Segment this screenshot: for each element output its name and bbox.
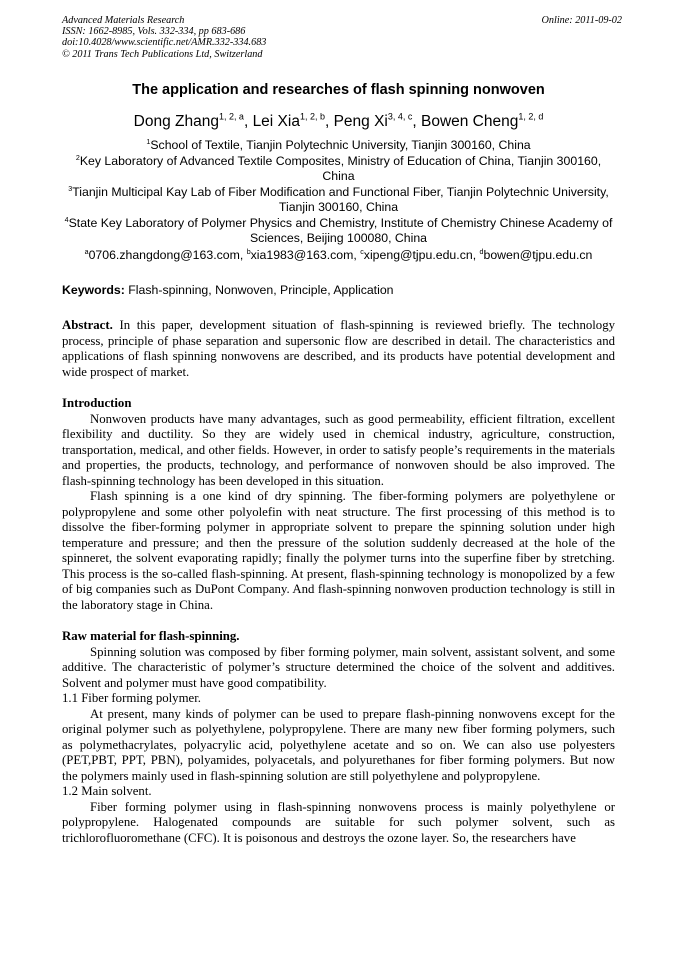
subsection-heading: 1.2 Main solvent. bbox=[62, 784, 152, 798]
affiliation: $^4$State Key Laboratory of Polymer Physics and Chemistry, Institute of Chemistry Chinese Academy of Sciences, Beijing 100080, China bbox=[64, 215, 613, 245]
subsection-heading: 1.1 Fiber forming polymer. bbox=[62, 691, 201, 705]
author: Dong Zhang$^{1, 2, a}$, bbox=[133, 111, 253, 130]
paragraph: Spinning solution was composed by fiber forming polymer, main solvent, assistant solvent, and some additive. The characteristic of polymer’s structure determined the choice of the solvent and additives. Solvent and polymer must have good compatibility. bbox=[62, 644, 615, 690]
paper-title: The application and researches of flash spinning nonwoven bbox=[132, 82, 545, 98]
abstract bbox=[62, 318, 615, 380]
section-heading-introduction: Introduction bbox=[62, 396, 132, 410]
keywords bbox=[62, 283, 615, 297]
paragraph: At present, many kinds of polymer can be used to prepare flash-pinning nonwovens except for the original polymer such as polyethylene, polypropylene. There are many new fiber forming polymers, such as polymethacrylates, polyacrylic acid, polyethylene acetate and so on. We can also use polyesters (PET,PBT, PPT, PBN), polyamides, polyacetals, and polyurethanes for fiber forming polymers. But now the polymers mainly used in flash-spinning solution are still polyethylene and polypropylene. bbox=[62, 706, 615, 783]
abstract-label: Abstract. bbox=[62, 318, 113, 332]
email[interactable]: $^d$bowen@tjpu.edu.cn bbox=[479, 247, 593, 262]
email-list: $^a$0706.zhangdong@163.com, $^b$xia1983@163.com, $^c$xipeng@tjpu.edu.cn, $^d$bowen@tjpu.edu.cn bbox=[84, 247, 593, 262]
email[interactable]: $^b$xia1983@163.com bbox=[246, 247, 354, 262]
doi-line: doi:10.4028/www.scientific.net/AMR.332-334.683 bbox=[62, 37, 267, 49]
paragraph: Fiber forming polymer using in flash-spinning nonwovens process is mainly polyethylene or polypropylene. Halogenated compounds are suitable for such polymer solvent, such as trichlorofluoromethane (CFC). It is poisonous and destroys the ozone layer. So, the researchers have bbox=[62, 799, 615, 845]
author-list bbox=[62, 113, 615, 131]
author: Peng Xi$^{3, 4, c}$, bbox=[333, 111, 421, 130]
copyright-line: © 2011 Trans Tech Publications Ltd, Switzerland bbox=[62, 48, 263, 60]
email[interactable]: $^c$xipeng@tjpu.edu.cn bbox=[360, 247, 473, 262]
section-heading-raw-material: Raw material for flash-spinning. bbox=[62, 629, 240, 643]
abstract-text: In this paper, development situation of flash-spinning is reviewed briefly. The technology process, principle of phase separation and supersonic flow are described in detail. The characteristics and applications of flash spinning nonwovens are described, and its products have potential development and wide prospect of market. bbox=[62, 318, 615, 379]
journal-name: Advanced Materials Research bbox=[62, 15, 185, 26]
paper-body bbox=[62, 318, 615, 846]
paragraph: Flash spinning is a one kind of dry spinning. The fiber-forming polymers are polyethylene or polypropylene and some other polyolefin with neat structure. The first processing of this method is to dissolve the fiber-forming polymer in appropriate solvent to prepare the spinning solution under high temperature and pressure; and then the pressure of the solution suddenly decreased at the hole of the spinneret, the solvent evaporating rapidly; finally the polymer turns into the superfine fiber by stretching. This process is the so-called flash-spinning. At present, flash-spinning technology is monopolized by a few of big companies such as DuPont Company. And flash-spinning nonwoven production technology is still in the laboratory stage in China. bbox=[62, 489, 615, 612]
author: Lei Xia$^{1, 2, b}$, bbox=[252, 111, 334, 130]
affiliation: $^3$Tianjin Multicipal Kay Lab of Fiber Modification and Functional Fiber, Tianjin Polytechnic University, Tianjin 300160, China bbox=[68, 184, 609, 214]
affiliation: $^2$Key Laboratory of Advanced Textile Composites, Ministry of Education of China, Tianjin 300160, China bbox=[75, 153, 602, 183]
affiliation-list bbox=[62, 138, 615, 247]
author: Bowen Cheng$^{1, 2, d}$ bbox=[420, 111, 544, 130]
affiliation: $^1$School of Textile, Tianjin Polytechnic University, Tianjin 300160, China bbox=[146, 137, 531, 152]
keywords-label: Keywords: bbox=[62, 283, 125, 297]
publication-header bbox=[62, 15, 622, 60]
email[interactable]: $^a$0706.zhangdong@163.com bbox=[84, 247, 240, 262]
online-date: Online: 2011-09-02 bbox=[541, 15, 622, 26]
paragraph: Nonwoven products have many advantages, such as good permeability, efficient filtration, excellent flexibility and ductility. So they are widely used in chemical industry, agriculture, construction, transportation, medical, and other fields. However, in order to satisfy people’s requirements in the materials and properties, the products, technology, and performance of nonwoven should be also improved. The flash-spinning technology has been developed in this situation. bbox=[62, 411, 615, 488]
keywords-text: Flash-spinning, Nonwoven, Principle, Application bbox=[124, 283, 394, 297]
issn-line: ISSN: 1662-8985, Vols. 332-334, pp 683-686 bbox=[62, 26, 246, 38]
